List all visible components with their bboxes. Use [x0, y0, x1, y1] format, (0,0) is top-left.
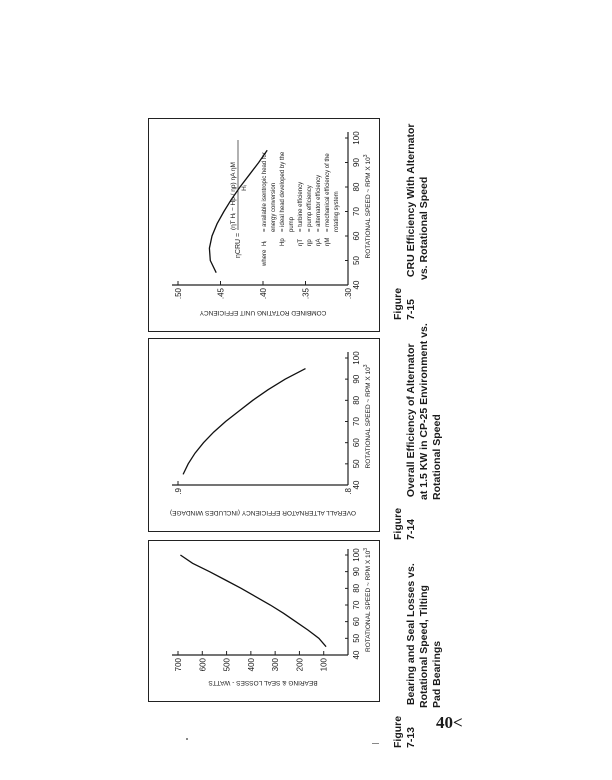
fig713-x-axis-label-text: ROTATIONAL SPEED ~ RPM X 10 — [365, 550, 372, 652]
page-number: 40< — [436, 713, 463, 732]
fig715-legend-symbol: ηT — [298, 238, 304, 246]
fig715-y-tick-label: .40 — [259, 288, 268, 300]
fig715-legend-text: = turbine efficiency — [298, 181, 304, 232]
fig715-legend-text: pump — [289, 216, 295, 232]
fig714-series-line — [183, 369, 305, 475]
fig715-y-tick-label: .30 — [344, 288, 353, 300]
fig713-x-tick-label: 60 — [352, 617, 361, 627]
fig713-y-tick-label: 400 — [246, 658, 256, 672]
fig713-x-tick-label: 80 — [352, 583, 361, 593]
fig715-caption-line2: vs. Rotational Speed — [418, 176, 430, 280]
fig714-x-tick-label: 50 — [352, 459, 361, 469]
fig715-x-axis-label-exponent: 3 — [363, 154, 369, 158]
fig715-formula-denominator: Hᵢ — [241, 185, 248, 191]
fig714-svg — [148, 338, 378, 530]
scan-speck — [372, 743, 379, 744]
fig713-svg — [148, 540, 378, 700]
fig715-formula-lhs: ηCRU = — [235, 232, 242, 258]
fig714-caption — [392, 320, 444, 540]
fig715-x-tick-label: 70 — [352, 207, 361, 216]
fig715-caption — [392, 120, 431, 320]
fig715-legend-text: = alternator efficiency — [316, 174, 322, 232]
fig713-y-tick-label: 100 — [319, 658, 329, 672]
fig714-y-tick-label: .8 — [344, 488, 353, 495]
fig715-legend-symbol: ηp — [307, 239, 313, 246]
fig714-x-tick-label: 100 — [352, 351, 361, 365]
fig713-caption-line2: Rotational Speed, Tilting — [418, 585, 430, 708]
fig715-svg — [148, 118, 378, 330]
fig715-legend-symbol: ηA — [316, 238, 322, 246]
fig715-y-tick-label: .50 — [174, 288, 183, 300]
fig715-where-label: where — [262, 249, 268, 266]
fig715-x-tick-label: 100 — [352, 131, 361, 145]
fig714-x-tick-label: 70 — [352, 417, 361, 426]
fig713-x-tick-label: 70 — [352, 600, 361, 610]
fig715-legend-text: = pump efficiency — [307, 185, 313, 232]
fig715-y-tick-label: .45 — [216, 288, 226, 300]
fig714-x-tick-label: 90 — [352, 374, 361, 384]
fig713-x-axis-label — [363, 548, 372, 652]
fig715-legend-text: = available isentropic head for — [262, 152, 268, 232]
fig713-y-tick-label: 600 — [198, 658, 208, 672]
fig713-series-line — [180, 555, 326, 647]
fig715-x-tick-label: 50 — [352, 256, 361, 265]
fig715-legend-symbol: Hᵢ — [262, 240, 268, 246]
fig714-caption-line1: Overall Efficiency of Alternator — [405, 343, 417, 498]
fig715-legend-text: rotating system — [334, 191, 340, 232]
scan-speck — [186, 738, 188, 740]
fig715-y-axis-label: COMBINED ROTATING UNIT EFFICIENCY — [199, 309, 327, 316]
fig713-x-tick-label: 90 — [352, 567, 361, 577]
fig715-x-tick-label: 90 — [352, 158, 361, 167]
fig714-x-axis-label-text: ROTATIONAL SPEED ~ RPM X 10 — [365, 367, 372, 469]
fig715-x-axis-label — [363, 154, 372, 258]
fig715-legend-text: energy conversion — [271, 182, 277, 232]
fig713-y-tick-label: 200 — [295, 658, 305, 672]
fig714-y-tick-label: .9 — [174, 488, 183, 495]
fig715-formula-numerator: (ηT Hᵢ − Hp / ηp) ηA ηM — [230, 162, 237, 230]
fig715-y-tick-label: .35 — [301, 288, 311, 300]
fig713-y-tick-label: 300 — [271, 658, 281, 672]
fig714-x-tick-label: 40 — [352, 480, 361, 490]
fig715-x-tick-label: 60 — [352, 231, 361, 241]
fig715-chart — [148, 118, 378, 330]
fig713-chart — [148, 540, 378, 700]
fig714-y-axis-label: OVERALL ALTERNATOR EFFICIENCY (INCLUDES WINDAGE) — [169, 509, 357, 516]
fig714-x-axis-label — [363, 364, 372, 468]
fig713-y-tick-label: 500 — [222, 658, 232, 672]
fig713-y-tick-label: 700 — [174, 658, 183, 672]
fig713-x-tick-label: 40 — [352, 650, 361, 660]
fig715-legend-text: = mechanical efficiency of the — [325, 153, 331, 232]
fig713-caption-label: Figure 7-13 — [392, 715, 417, 748]
fig715-x-tick-label: 40 — [352, 280, 361, 290]
fig715-legend-symbol: ηM — [325, 237, 331, 246]
fig715-legend-symbol: Hp — [280, 238, 286, 246]
fig714-caption-label: Figure 7-14 — [392, 507, 417, 540]
fig713-x-tick-label: 100 — [352, 548, 361, 562]
fig714-x-tick-label: 60 — [352, 438, 361, 448]
fig714-caption-line2: at 1.5 KW in CP-25 Environment vs. — [418, 323, 430, 500]
fig714-chart — [148, 338, 378, 530]
fig713-y-axis-label: BEARING & SEAL LOSSES - WATTS — [208, 679, 318, 686]
fig714-caption-line3: Rotational Speed — [431, 414, 443, 500]
fig713-x-axis-label-exponent: 3 — [363, 548, 369, 551]
fig715-x-axis-label-text: ROTATIONAL SPEED ~ RPM X 10 — [365, 157, 372, 259]
fig715-x-tick-label: 80 — [352, 182, 361, 192]
fig715-caption-label: Figure 7-15 — [392, 287, 417, 320]
fig713-x-tick-label: 50 — [352, 633, 361, 643]
fig713-caption-line1: Bearing and Seal Losses vs. — [405, 563, 417, 706]
fig713-caption-line3: Pad Bearings — [431, 640, 443, 708]
fig714-x-tick-label: 80 — [352, 395, 361, 405]
fig714-x-axis-label-exponent: 3 — [363, 364, 369, 368]
fig715-legend-text: = ideal head developed by the — [280, 151, 286, 232]
fig715-caption-line1: CRU Efficiency With Alternator — [405, 123, 417, 278]
